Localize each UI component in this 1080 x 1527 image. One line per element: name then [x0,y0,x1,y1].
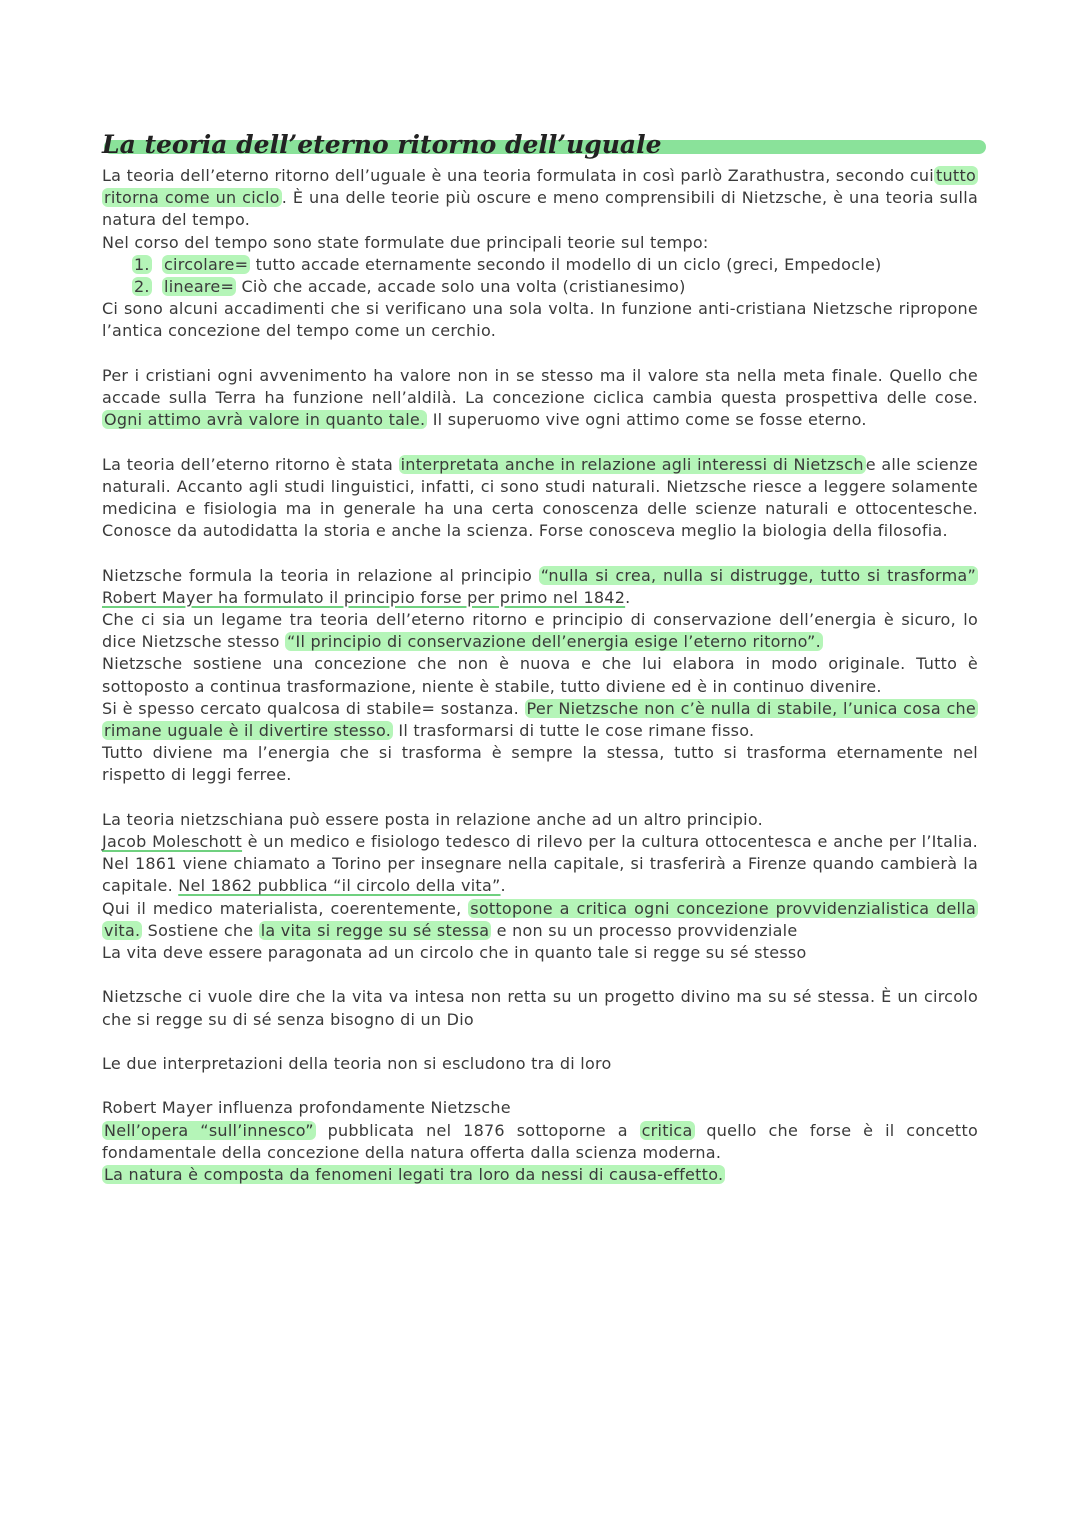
highlighted-text: interpretata anche in relazione agli interessi di Nietzsch [400,454,864,474]
text-span: La teoria dell’eterno ritorno è stata [102,454,399,474]
paragraph-interpretations [102,1053,978,1075]
highlighted-text: “nulla si crea, nulla si distrugge, tutto si trasforma” [540,565,977,585]
document-body [102,165,978,1186]
text-span: è un medico e fisiologo tedesco di rilevo per la cultura ottocentesca e anche per l’Italia. Nel 1861 viene chiamato a Torino per insegnare nella capitale, si trasferirà a Firenze quando cambierà la capitale. [102,832,978,896]
text-span: . È una delle teorie più oscure e meno comprensibili di Nietzsche, è una teoria sulla natura del tempo. [102,188,979,230]
text-span: La teoria dell’eterno ritorno dell’uguale è una teoria formulata in così parlò Zarathustra, secondo cui [102,166,934,185]
list-item-text: tutto accade eternamente secondo il modello di un ciclo (greci, Empedocle) [250,254,882,274]
text-span: Sostiene che [142,920,259,940]
text-span: Robert Mayer influenza profondamente Nietzsche [102,1098,511,1118]
text-span: quello che forse è il concetto fondamentale della concezione della natura offerta dalla scienza moderna. [102,1120,979,1162]
highlighted-text: sottopone a critica ogni concezione provvidenzialistica della vita. [104,898,977,940]
text-span: Per i cristiani ogni avvenimento ha valore non in se stesso ma il valore sta nella meta finale. Quello che accade sulla Terra ha funzione nell’aldilà. La concezione ciclica cambia questa prospettiva delle cose. [102,365,978,408]
text-span: Nietzsche sostiene una concezione che non è nuova e che lui elabora in modo originale. Tutto è sottoposto a continua trasformazione, niente è stabile, tutto diviene ed è in continuo divenire. [102,654,978,696]
paragraph-circle [102,942,978,964]
paragraph-christians [102,365,978,432]
paragraph-stability [102,698,978,742]
text-span: La teoria nietzschiana può essere posta in relazione anche ad un altro principio. [102,809,763,829]
paragraph-natural-sciences [102,454,978,543]
paragraph-theories-intro [102,232,978,254]
paragraph-principle [102,565,978,609]
paragraph-energy-link [102,609,978,653]
theories-list [102,254,978,298]
list-item-text: Ciò che accade, accade solo una volta (cristianesimo) [236,277,686,297]
list-number: 1. [134,254,150,274]
paragraph-moleschott [102,831,978,898]
highlighted-term: lineare= [164,277,235,297]
highlighted-text: la vita si regge su sé stessa [260,920,490,940]
text-span: Qui il medico materialista, coerentemente, [102,898,469,918]
underlined-text: Nel 1862 pubblica “il circolo della vita” [178,876,501,896]
paragraph-materialist [102,898,978,942]
text-span: Nel corso del tempo sono state formulate due principali teorie sul tempo: [102,232,709,252]
text-span: e non su un processo provvidenziale [491,920,798,940]
title-block [102,127,986,165]
paragraph-energy [102,742,978,786]
list-number: 2. [134,277,150,297]
list-item [102,276,978,298]
text-span: Il superuomo vive ogni attimo come se fosse eterno. [427,410,867,430]
underlined-text: Jacob Moleschott [102,832,243,852]
highlighted-text: tutto ritorna come un ciclo [104,166,976,208]
text-span: pubblicata nel 1876 sottoporne a [315,1120,640,1140]
highlighted-text: Nell’opera “sull’innesco” [104,1120,314,1140]
paragraph-nature [102,1164,978,1186]
highlighted-text: La natura è composta da fenomeni legati tra loro da nessi di causa-effetto. [104,1165,724,1185]
text-span: Ci sono alcuni accadimenti che si verificano una sola volta. In funzione anti-cristiana Nietzsche ripropone l’antica concezione del tempo come un cerchio. [102,299,978,341]
paragraph-intro [102,165,978,232]
paragraph-mayer [102,1097,978,1119]
text-span: . [625,587,631,607]
paragraph-anti-christian [102,298,978,342]
text-span: Nietzsche formula la teoria in relazione al principio [102,565,539,585]
text-span: Si è spesso cercato qualcosa di stabile= sostanza. [102,698,525,718]
paragraph-nietzsche-life [102,986,978,1030]
paragraph-other-principle [102,809,978,831]
highlighted-term: circolare= [164,254,249,274]
text-span: Che ci sia un legame tra teoria dell’eterno ritorno e principio di conservazione dell’energia è sicuro, lo dice Nietzsche stesso [102,610,978,652]
text-span: Il trasformarsi di tutte le cose rimane fisso. [393,721,755,741]
text-span: e alle scienze naturali. Accanto agli studi linguistici, infatti, ci sono studi naturali. Nietzsche riesce a leggere solamente medicina e fisiologia ma in generale ha una certa conoscenza delle scienze naturali e ottocentesche. Conosce da autodidatta la storia e anche la scienza. Forse conosceva meglio la biologia della filosofia. [102,454,979,541]
page-title: La teoria dell’eterno ritorno dell’uguale [102,130,662,159]
highlighted-text: critica [641,1120,693,1140]
highlighted-text: Ogni attimo avrà valore in quanto tale. [104,410,426,430]
text-span: Nietzsche ci vuole dire che la vita va intesa non retta su un progetto divino ma su sé stessa. È un circolo che si regge su di sé senza bisogno di un Dio [102,987,978,1029]
text-span: Tutto diviene ma l’energia che si trasforma è sempre la stessa, tutto si trasforma eternamente nel rispetto di leggi ferree. [102,743,978,785]
text-span: Le due interpretazioni della teoria non si escludono tra di loro [102,1054,612,1074]
list-item [102,254,978,276]
text-span: . [500,876,506,896]
paragraph-transformation [102,653,978,697]
highlighted-text: “Il principio di conservazione dell’energia esige l’eterno ritorno”. [286,632,821,652]
highlighted-text: Per Nietzsche non c’è nulla di stabile, l’unica cosa che rimane uguale è il divertire stesso. [104,698,977,741]
text-span: La vita deve essere paragonata ad un circolo che in quanto tale si regge su sé stesso [102,943,807,963]
underlined-text: Robert Mayer ha formulato il principio forse per primo nel 1842 [102,587,626,607]
paragraph-work [102,1120,978,1164]
